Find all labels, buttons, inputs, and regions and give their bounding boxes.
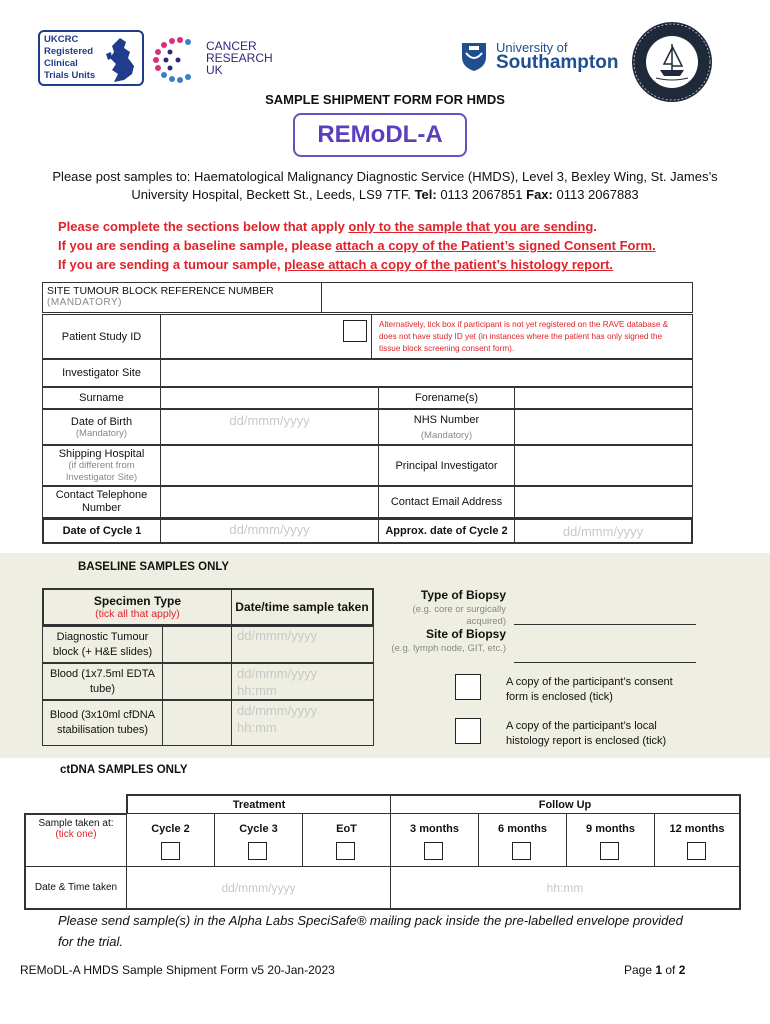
ctdna-col-label: 9 months: [586, 823, 635, 835]
ukcrc-logo-line: UKCRC: [44, 34, 79, 45]
6-months-checkbox[interactable]: [512, 842, 531, 860]
southampton-line2: Southampton: [496, 52, 619, 73]
contact-tel-field[interactable]: [160, 486, 379, 518]
treatment-label: Treatment: [232, 798, 286, 811]
page-current: 1: [655, 963, 663, 977]
forenames-label: Forename(s): [415, 392, 478, 404]
nhs-label: NHS Number: [413, 413, 480, 426]
baseline-row-tick-cell[interactable]: [162, 663, 232, 700]
cruk-logo: [150, 34, 273, 84]
site-block-sub: (MANDATORY): [47, 297, 122, 308]
shipping-hospital-label-cell: [42, 445, 161, 486]
patient-study-id-field[interactable]: [160, 314, 372, 359]
date-time-taken-label-cell: [24, 866, 127, 910]
cycle1-label: Date of Cycle 1: [62, 525, 142, 537]
site-of-biopsy-line[interactable]: [514, 662, 696, 663]
baseline-date-placeholder: dd/mmm/yyyy: [237, 628, 318, 643]
site-of-biopsy-label: Site of Biopsy: [425, 627, 506, 641]
investigator-site-label-cell: [42, 359, 161, 387]
tick-all-note: (tick all that apply): [95, 608, 180, 620]
warning-underlined: please attach a copy of the patient’s histology report.: [284, 257, 614, 272]
ctdna-col-label: 12 months: [669, 823, 725, 835]
surname-label-cell: [42, 387, 161, 409]
nhs-mandatory: (Mandatory): [420, 429, 473, 441]
ctdna-time-field[interactable]: [390, 866, 741, 910]
ukcrc-logo-line: Trials Units: [44, 70, 96, 81]
date-time-taken-label: Date & Time taken: [34, 882, 118, 893]
baseline-row-label-cell: [42, 700, 163, 746]
ctdna-col-label: 3 months: [410, 823, 459, 835]
type-of-biopsy-label-group: [380, 586, 506, 628]
baseline-row-datetime-field[interactable]: [231, 663, 374, 700]
warning-underlined: attach a copy of the Patient’s signed Consent Form.: [335, 238, 656, 253]
dob-mandatory: (Mandatory): [75, 427, 128, 439]
patient-study-id-label: Patient Study ID: [61, 330, 142, 343]
fax-label: Fax:: [526, 187, 553, 202]
contact-tel-label-cell: [42, 486, 161, 518]
posting-address-text: Please post samples to: Haematological Malignancy Diagnostic Service (HMDS), Level 3, Bexley Wing, St. James’s University Hospital, Beckett St., Leeds, LS9 7TF.: [52, 169, 718, 202]
pi-label-cell: [378, 445, 515, 486]
shipping-hospital-sub: (if different from Investigator Site): [65, 459, 138, 483]
page-total: 2: [678, 963, 686, 977]
histology-report-note: A copy of the participant’s local histology report is enclosed (tick): [506, 720, 667, 747]
contact-email-label-cell: [378, 486, 515, 518]
forenames-label-cell: [378, 387, 515, 409]
instructions-warning: [58, 217, 738, 274]
alt-note-cell: [371, 314, 693, 359]
page-number: [624, 963, 685, 977]
cycle2-label: Approx. date of Cycle 2: [385, 525, 508, 537]
contact-tel-label: Contact Telephone Number: [55, 489, 148, 514]
mailing-instructions: Please send sample(s) in the Alpha Labs SpeciSafe® mailing pack inside the pre-labelled envelope provided for the trial.: [58, 913, 683, 949]
cycle2-placeholder: dd/mmm/yyyy: [562, 523, 644, 539]
sample-taken-at-cell: [24, 813, 127, 867]
sample-taken-at-label: Sample taken at:: [38, 818, 114, 829]
site-block-reference-field[interactable]: [321, 282, 693, 313]
warning-text: Please complete the sections below that apply: [58, 219, 349, 234]
ctdna-col-label: 6 months: [498, 823, 547, 835]
southampton-logo: [458, 40, 618, 74]
baseline-row-datetime-field[interactable]: [231, 700, 374, 746]
datetime-taken-header: [231, 588, 374, 626]
contact-email-label: Contact Email Address: [390, 496, 503, 508]
baseline-row-label: Diagnostic Tumour block (+ H&E slides): [52, 630, 153, 658]
type-of-biopsy-line[interactable]: [514, 624, 696, 625]
follow-up-header: [390, 794, 741, 814]
southampton-crest-icon: [458, 41, 490, 73]
cycle2-date-field[interactable]: [514, 518, 693, 544]
not-registered-checkbox[interactable]: [343, 320, 367, 342]
baseline-heading: BASELINE SAMPLES ONLY: [78, 561, 230, 573]
tel-label: Tel:: [414, 187, 437, 202]
ctdna-heading: ctDNA SAMPLES ONLY: [60, 764, 188, 776]
baseline-row-tick-cell[interactable]: [162, 700, 232, 746]
baseline-row-label: Blood (1x7.5ml EDTA tube): [50, 667, 155, 695]
form-title: SAMPLE SHIPMENT FORM FOR HMDS: [265, 92, 505, 107]
baseline-row-tick-cell[interactable]: [162, 626, 232, 663]
site-block-label-cell: [42, 282, 322, 313]
footer-doc-ref: REMoDL-A HMDS Sample Shipment Form v5 20-Jan-2023: [20, 963, 335, 977]
forenames-field[interactable]: [514, 387, 693, 409]
shipping-hospital-label: Shipping Hospital: [58, 447, 145, 460]
baseline-time-placeholder: hh:mm: [237, 683, 277, 698]
dob-placeholder: dd/mmm/yyyy: [229, 413, 310, 428]
consent-form-note: A copy of the participant’s consent form is enclosed (tick): [506, 676, 673, 703]
cycle1-date-field[interactable]: [160, 518, 379, 544]
posting-address: [40, 168, 730, 204]
warning-text: If you are sending a baseline sample, please: [58, 238, 336, 253]
page-label: Page: [624, 963, 656, 977]
cycle1-placeholder: dd/mmm/yyyy: [229, 522, 310, 537]
ukcrc-logo: [38, 30, 144, 86]
cycle2-label-cell: [378, 518, 515, 544]
site-block-label: SITE TUMOUR BLOCK REFERENCE NUMBER: [47, 285, 274, 297]
site-of-biopsy-sub: (e.g. lymph node, GIT, etc.): [391, 643, 506, 654]
ctdna-date-placeholder: dd/mmm/yyyy: [221, 880, 296, 895]
surname-label: Surname: [79, 392, 124, 404]
ukcrc-logo-line: Registered: [44, 46, 94, 57]
southampton-line1: University of: [496, 40, 568, 55]
baseline-row-label: Blood (3x10ml cfDNA stabilisation tubes): [49, 709, 156, 736]
surname-field[interactable]: [160, 387, 379, 409]
cruk-logo-line: CANCER: [206, 39, 257, 53]
dob-label: Date of Birth: [70, 415, 133, 428]
ctdna-col-label: Cycle 3: [239, 823, 278, 835]
baseline-row-label-cell: [42, 626, 163, 663]
12-months-checkbox[interactable]: [687, 842, 706, 860]
pi-label: Principal Investigator: [395, 459, 498, 472]
cycle3-checkbox[interactable]: [248, 842, 267, 860]
page-of: of: [662, 963, 679, 977]
warning-text: If you are sending a tumour sample,: [58, 257, 285, 272]
specimen-type-header: [42, 588, 232, 626]
shipping-hospital-field[interactable]: [160, 445, 379, 486]
pi-field[interactable]: [514, 445, 693, 486]
type-of-biopsy-label: Type of Biopsy: [420, 588, 506, 602]
cycle2-checkbox[interactable]: [161, 842, 180, 860]
baseline-date-placeholder: dd/mmm/yyyy: [237, 666, 318, 681]
ctdna-date-field[interactable]: [126, 866, 391, 910]
datetime-taken-label: Date/time sample taken: [235, 599, 369, 614]
trial-name-badge: REMoDL-A: [293, 113, 467, 157]
warning-underlined: only to the sample that you are sending: [348, 219, 594, 234]
3-months-checkbox[interactable]: [424, 842, 443, 860]
ctdna-time-placeholder: hh:mm: [546, 880, 584, 895]
baseline-date-placeholder: dd/mmm/yyyy: [237, 703, 318, 718]
nhs-label-cell: [378, 409, 515, 445]
contact-email-field[interactable]: [514, 486, 693, 518]
not-registered-note: Alternatively, tick box if participant is not yet registered on the RAVE database & does not have study ID yet (in instances where the patient has only signed the tissue block screening consent form).: [379, 319, 669, 353]
histology-report-checkbox[interactable]: [455, 718, 481, 744]
investigator-site-label: Investigator Site: [62, 367, 141, 379]
site-of-biopsy-label-group: [380, 625, 506, 655]
cruk-logo-line: UK: [206, 63, 223, 77]
uk-map-icon: [102, 36, 138, 84]
specimen-type-label: Specimen Type: [93, 594, 182, 608]
treatment-header: [126, 794, 391, 814]
investigator-site-field[interactable]: [160, 359, 693, 387]
cycle1-label-cell: [42, 518, 161, 544]
ctdna-col-label: Cycle 2: [151, 823, 190, 835]
eot-checkbox[interactable]: [336, 842, 355, 860]
consent-form-checkbox[interactable]: [455, 674, 481, 700]
type-of-biopsy-sub: (e.g. core or surgically acquired): [412, 604, 506, 627]
cruk-dots-icon: [150, 34, 202, 84]
dob-label-cell: [42, 409, 161, 445]
warning-text: .: [593, 219, 597, 234]
baseline-row-datetime-field[interactable]: [231, 626, 374, 663]
tel-value: 0113 2067851: [436, 187, 527, 202]
patient-study-id-label-cell: [42, 314, 161, 359]
cruk-logo-line: RESEARCH: [206, 51, 273, 65]
9-months-checkbox[interactable]: [600, 842, 619, 860]
ctdna-col-label: EoT: [336, 823, 357, 835]
ukcrc-logo-line: Clinical: [44, 58, 78, 69]
dob-field[interactable]: [160, 409, 379, 445]
baseline-row-label-cell: [42, 663, 163, 700]
follow-up-label: Follow Up: [538, 798, 592, 811]
nhs-number-field[interactable]: [514, 409, 693, 445]
fax-value: 0113 2067883: [552, 187, 639, 202]
tick-one-note: (tick one): [55, 829, 97, 840]
baseline-time-placeholder: hh:mm: [237, 720, 277, 735]
